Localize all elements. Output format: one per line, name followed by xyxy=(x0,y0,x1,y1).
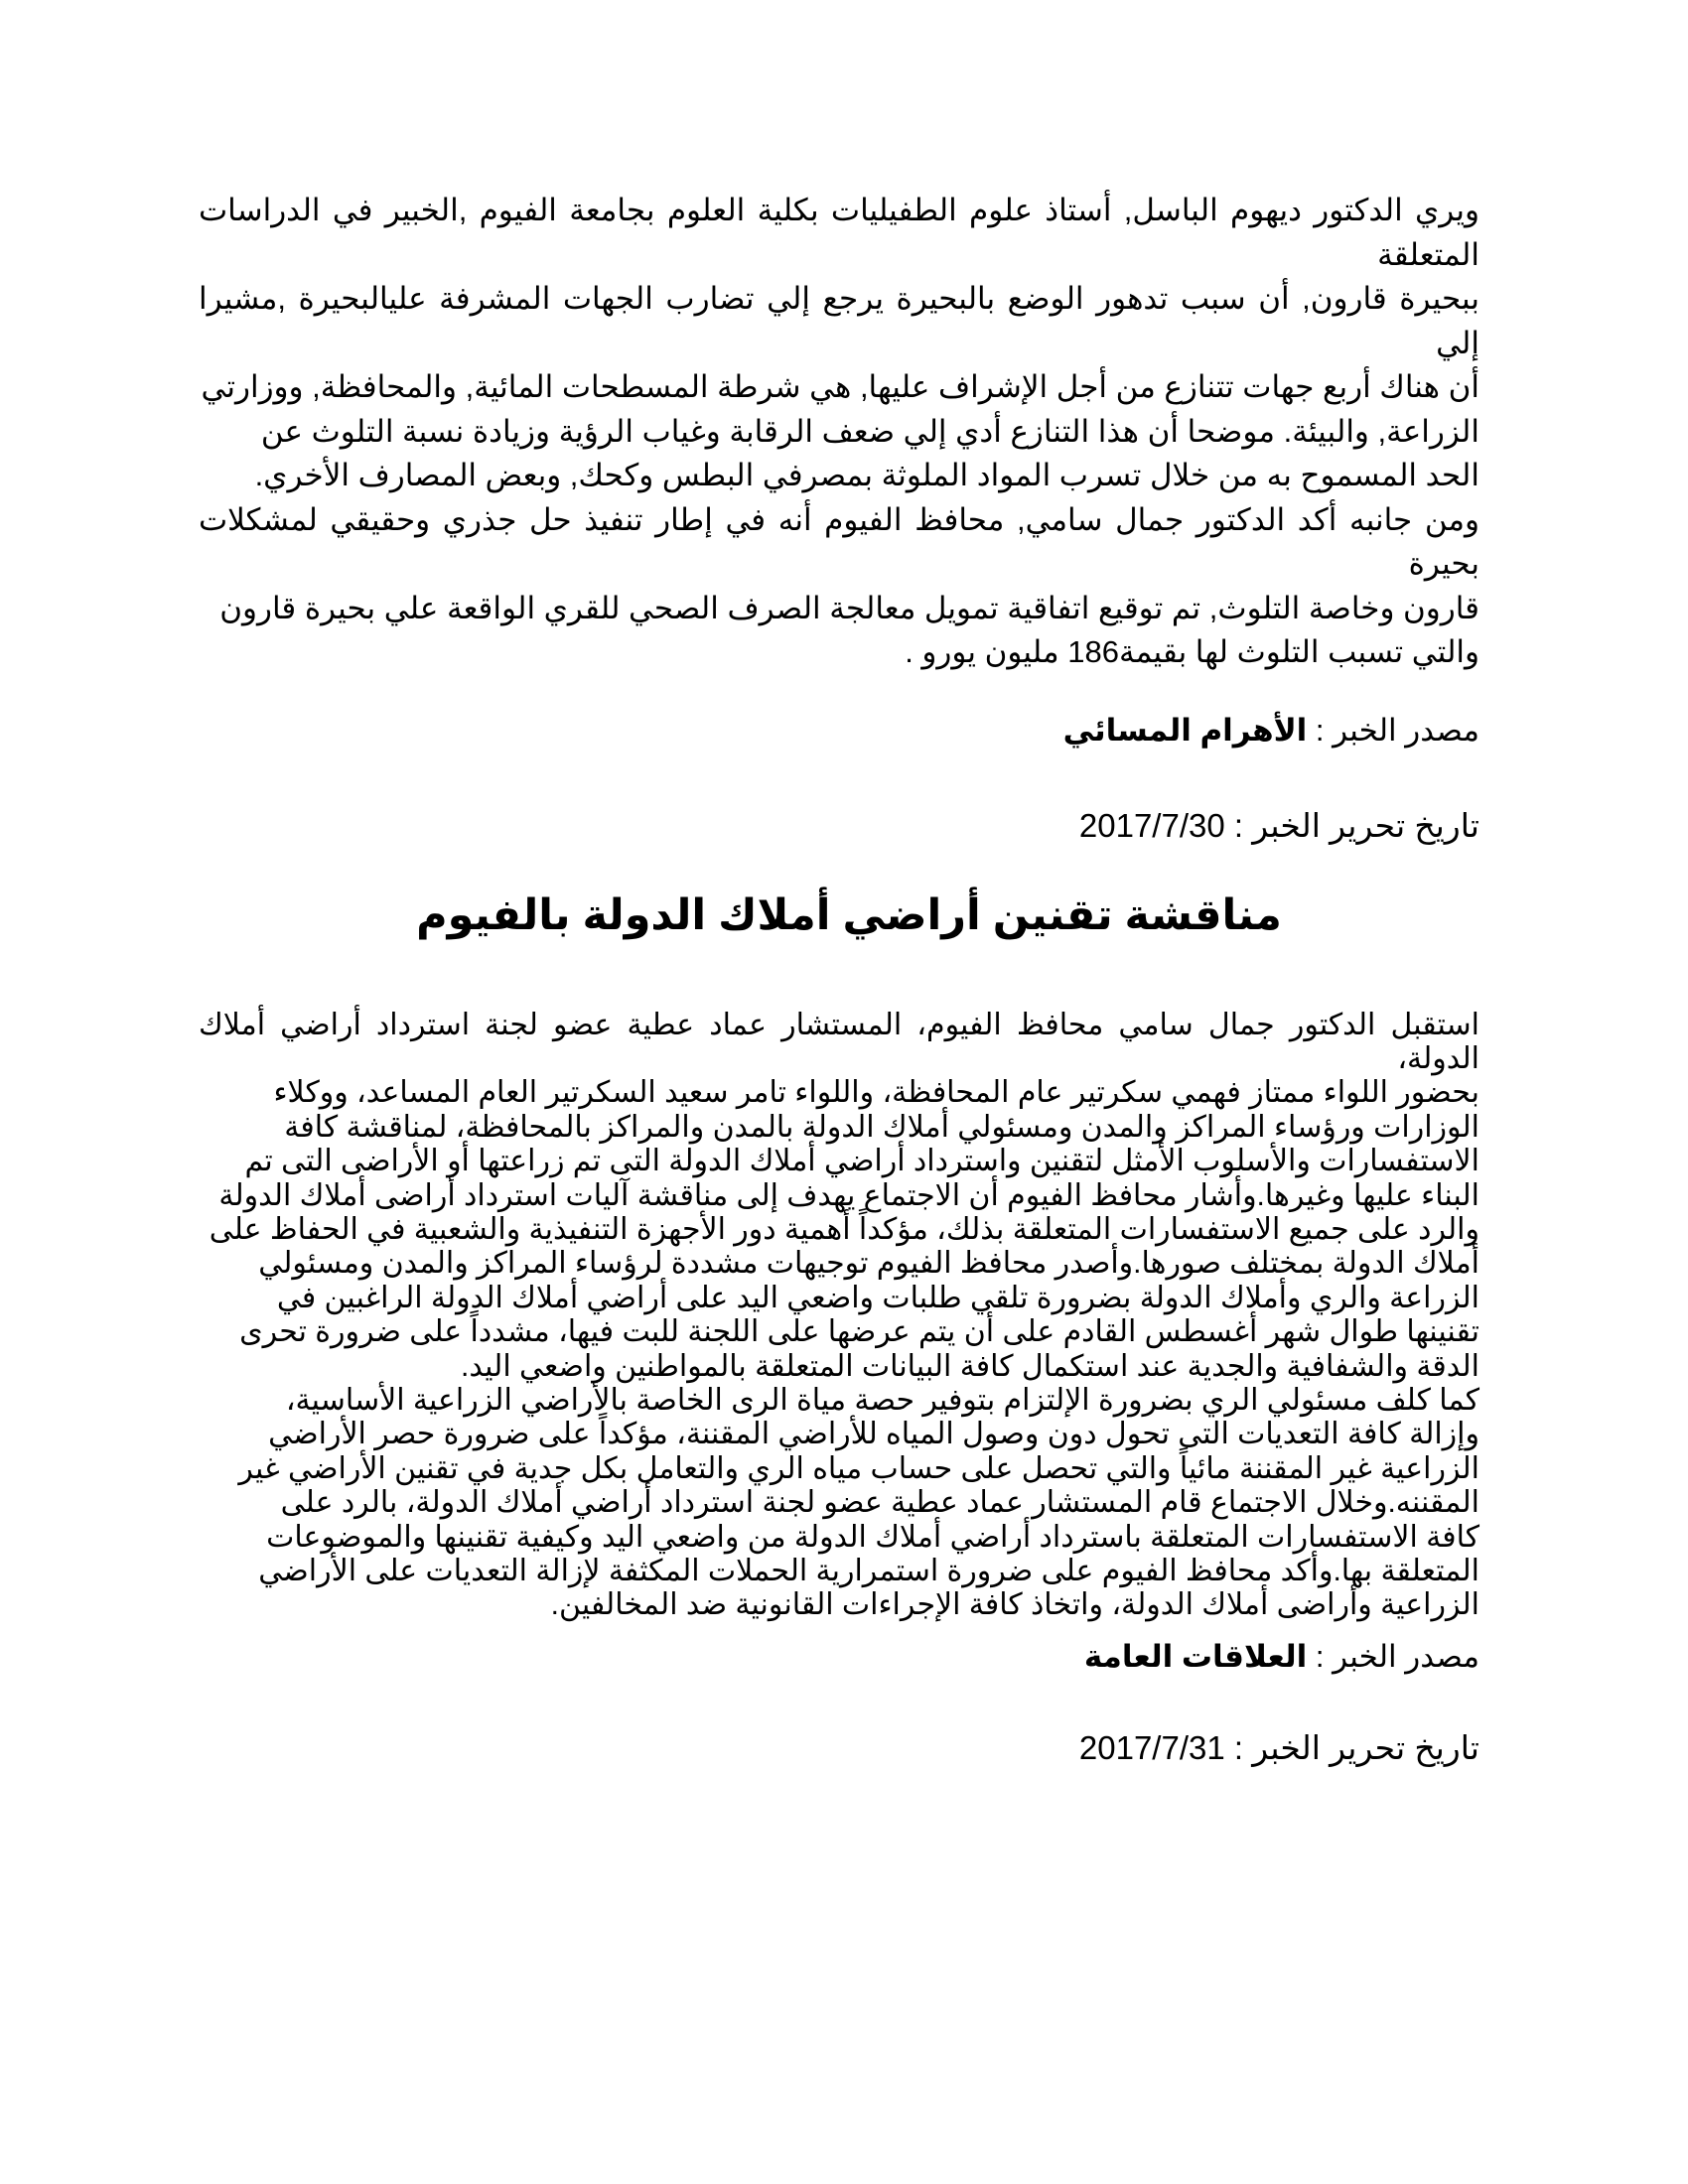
article-2-headline: مناقشة تقنين أراضي أملاك الدولة بالفيوم xyxy=(416,890,1282,939)
article-1-line: الحد المسموح به من خلال تسرب المواد الملوثة بمصرفي البطس وكحك, وبعض المصارف الأخري. xyxy=(254,458,1479,492)
source-label: مصدر الخبر : xyxy=(1307,1638,1479,1674)
article-1-line: ببحيرة قارون, أن سبب تدهور الوضع بالبحيرة يرجع إلي تضارب الجهات المشرفة عليالبحيرة ,مشيرا إلي xyxy=(199,281,1479,360)
source-value: الأهرام المسائي xyxy=(1062,712,1308,748)
article-2-line: الاستفسارات والأسلوب الأمثل لتقنين واسترداد أراضي أملاك الدولة التى تم زراعتها أو الأراضى التى تم xyxy=(244,1145,1479,1178)
article-1-source xyxy=(199,711,1479,751)
article-2-line: الزراعية وأراضى أملاك الدولة، واتخاذ كافة الإجراءات القانونية ضد المخالفين. xyxy=(550,1588,1479,1622)
article-1-line: أن هناك أربع جهات تتنازع من أجل الإشراف عليها, هي شرطة المسطحات المائية, والمحافظة, ووزارتي xyxy=(201,369,1479,404)
date-label: تاريخ تحرير الخبر : xyxy=(1224,1728,1479,1766)
article-2-source xyxy=(199,1637,1479,1677)
article-1-date xyxy=(199,806,1479,846)
date-label: تاريخ تحرير الخبر : xyxy=(1224,806,1479,844)
article-2-line: الدقة والشفافية والجدية عند استكمال كافة البيانات المتعلقة بالمواطنين واضعي اليد. xyxy=(461,1349,1479,1383)
article-2-line: والرد على جميع الاستفسارات المتعلقة بذلك، مؤكداً أهمية دور الأجهزة التنفيذية والشعبية في الحفاظ على xyxy=(209,1212,1479,1246)
article-2-line: بحضور اللواء ممتاز فهمي سكرتير عام المحافظة، واللواء تامر سعيد السكرتير العام المساعد، ووكلاء xyxy=(273,1076,1479,1110)
article-2-date xyxy=(199,1728,1479,1768)
article-1-line: والتي تسبب التلوث لها بقيمة186 مليون يورو . xyxy=(905,634,1479,669)
date-value: 2017/7/30 xyxy=(1078,806,1225,844)
article-1-line: ومن جانبه أكد الدكتور جمال سامي, محافظ الفيوم أنه في إطار تنفيذ حل جذري وحقيقي لمشكلات بحيرة xyxy=(199,501,1479,581)
article-1-body xyxy=(199,189,1479,675)
article-2-line: كافة الاستفسارات المتعلقة باسترداد أراضي أملاك الدولة من واضعي اليد وكيفية تقنينها والموضوعات xyxy=(266,1520,1479,1554)
article-2-line: الزراعية غير المقننة مائياً والتي تحصل على حساب مياه الري والتعامل بكل جدية في تقنين الأراضي غير xyxy=(238,1451,1479,1485)
article-2-line: كما كلف مسئولي الري بضرورة الإلتزام بتوفير حصة مياة الرى الخاصة بالأراضي الزراعية الأساسية، xyxy=(285,1383,1479,1417)
article-1-line: ويري الدكتور ديهوم الباسل, أستاذ علوم الطفيليات بكلية العلوم بجامعة الفيوم ,الخبير في الدراسات المتعلقة xyxy=(199,193,1479,272)
article-1-line: الزراعة, والبيئة. موضحا أن هذا التنازع أدي إلي ضعف الرقابة وغياب الرؤية وزيادة نسبة التلوث عن xyxy=(260,413,1479,449)
article-2-line: المتعلقة بها.وأكد محافظ الفيوم على ضرورة استمرارية الحملات المكثفة لإزالة التعديات على الأراضي xyxy=(258,1555,1479,1587)
article-2-line: تقنينها طوال شهر أغسطس القادم على أن يتم عرضها على اللجنة للبت فيها، مشدداً على ضرورة تحرى xyxy=(239,1315,1479,1349)
article-2-line: الزراعة والري وأملاك الدولة بضرورة تلقي طلبات واضعي اليد على أراضي أملاك الدولة الراغبين في xyxy=(276,1281,1479,1314)
date-value: 2017/7/31 xyxy=(1078,1728,1225,1766)
source-value: العلاقات العامة xyxy=(1083,1638,1308,1674)
article-1-line: قارون وخاصة التلوث, تم توقيع اتفاقية تمويل معالجة الصرف الصحي للقري الواقعة علي بحيرة قارون xyxy=(219,590,1479,625)
article-2-line: البناء عليها وغيرها.وأشار محافظ الفيوم أن الاجتماع يهدف إلى مناقشة آليات استرداد أراضى أملاك الدولة xyxy=(218,1178,1479,1212)
article-2-line: استقبل الدكتور جمال سامي محافظ الفيوم، المستشار عماد عطية عضو لجنة استرداد أراضي أملاك الدولة، xyxy=(199,1008,1479,1075)
article-2-body xyxy=(199,1009,1479,1623)
article-2-line: المقننه.وخلال الاجتماع قام المستشار عماد عطية عضو لجنة استرداد أراضي أملاك الدولة، بالرد على xyxy=(280,1486,1479,1520)
article-2-line: الوزارات ورؤساء المراكز والمدن ومسئولي أملاك الدولة بالمدن والمراكز بالمحافظة، لمناقشة كافة xyxy=(284,1110,1479,1144)
source-label: مصدر الخبر : xyxy=(1307,712,1479,748)
article-2-line: أملاك الدولة بمختلف صورها.وأصدر محافظ الفيوم توجيهات مشددة لرؤساء المراكز والمدن ومسئولي xyxy=(258,1247,1479,1281)
article-2-line: وإزالة كافة التعديات التى تحول دون وصول المياه للأراضي المقننة، مؤكداً على ضرورة حصر الأراضي xyxy=(268,1418,1479,1451)
document-page xyxy=(199,189,1479,1768)
